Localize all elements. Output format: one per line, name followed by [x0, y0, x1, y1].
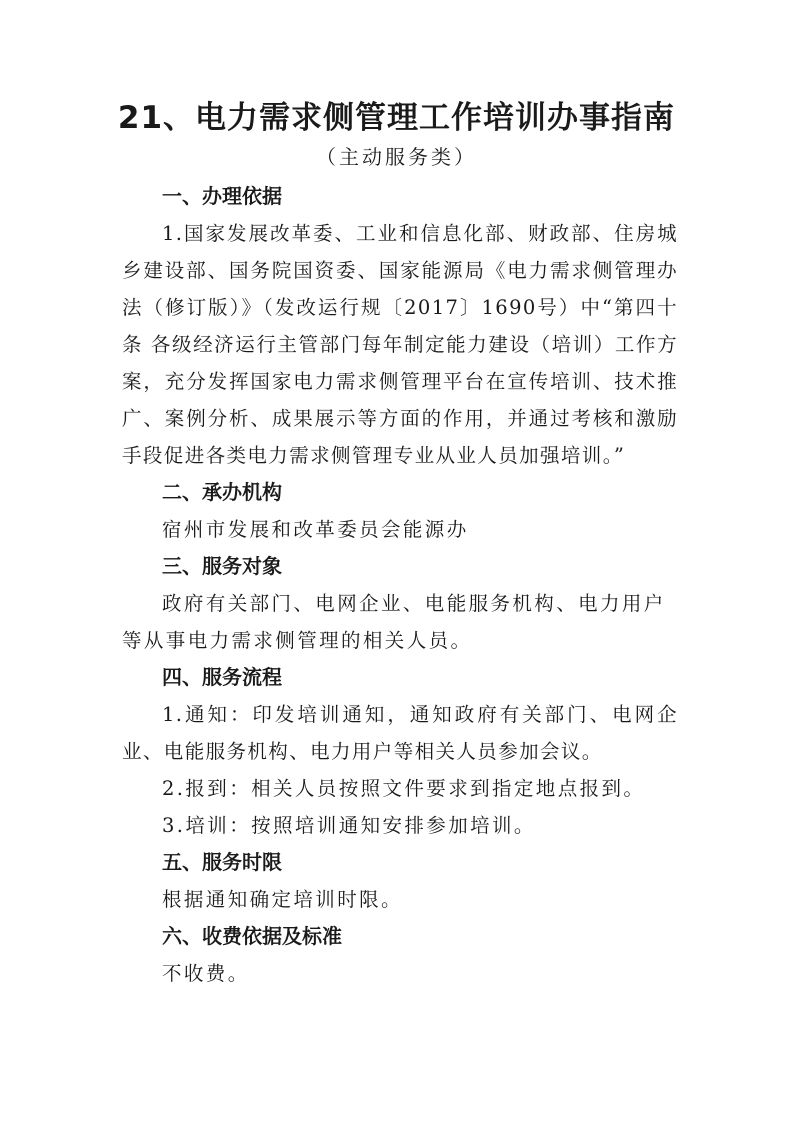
document-subtitle: （主动服务类） [316, 145, 477, 169]
section-text-target: 政府有关部门、电网企业、电能服务机构、电力用户等从事电力需求侧管理的相关人员。 [122, 592, 666, 652]
section-heading-agency: 二、承办机构 [162, 480, 282, 504]
process-step: 1.通知：印发培训通知，通知政府有关部门、电网企业、电能服务机构、电力用户等相关人员参加会议。 [122, 703, 678, 763]
process-step: 2.报到：相关人员按照文件要求到指定地点报到。 [162, 777, 646, 800]
section-heading-time-limit: 五、服务时限 [162, 850, 282, 874]
process-step: 3.培训：按照培训通知安排参加培训。 [162, 814, 536, 837]
section-text-fees: 不收费。 [162, 962, 250, 985]
section-text-basis: 1.国家发展改革委、工业和信息化部、财政部、住房城乡建设部、国务院国资委、国家能源局《电力需求侧管理办法（修订版）》（发改运行规〔2017〕1690号）中“第四十条 各级经济运行主管部门每年制定能力建设（培训）工作方案，充分发挥国家电力需求侧管理平台在宣传培训、技术推广、案例分析、成果展示等方面的作用，并通过考核和激励手段促进各类电力需求侧管理专业从业人员加强培训。” [122, 222, 678, 467]
section-heading-fees: 六、收费依据及标准 [162, 924, 342, 948]
section-text-agency: 宿州市发展和改革委员会能源办 [162, 518, 469, 541]
section-heading-target: 三、服务对象 [162, 554, 282, 578]
section-text-time-limit: 根据通知确定培训时限。 [162, 888, 403, 911]
document-body [122, 178, 678, 992]
document-title: 21、电力需求侧管理工作培训办事指南 [117, 100, 676, 136]
section-heading-basis: 一、办理依据 [162, 184, 282, 208]
section-heading-process: 四、服务流程 [162, 665, 282, 689]
